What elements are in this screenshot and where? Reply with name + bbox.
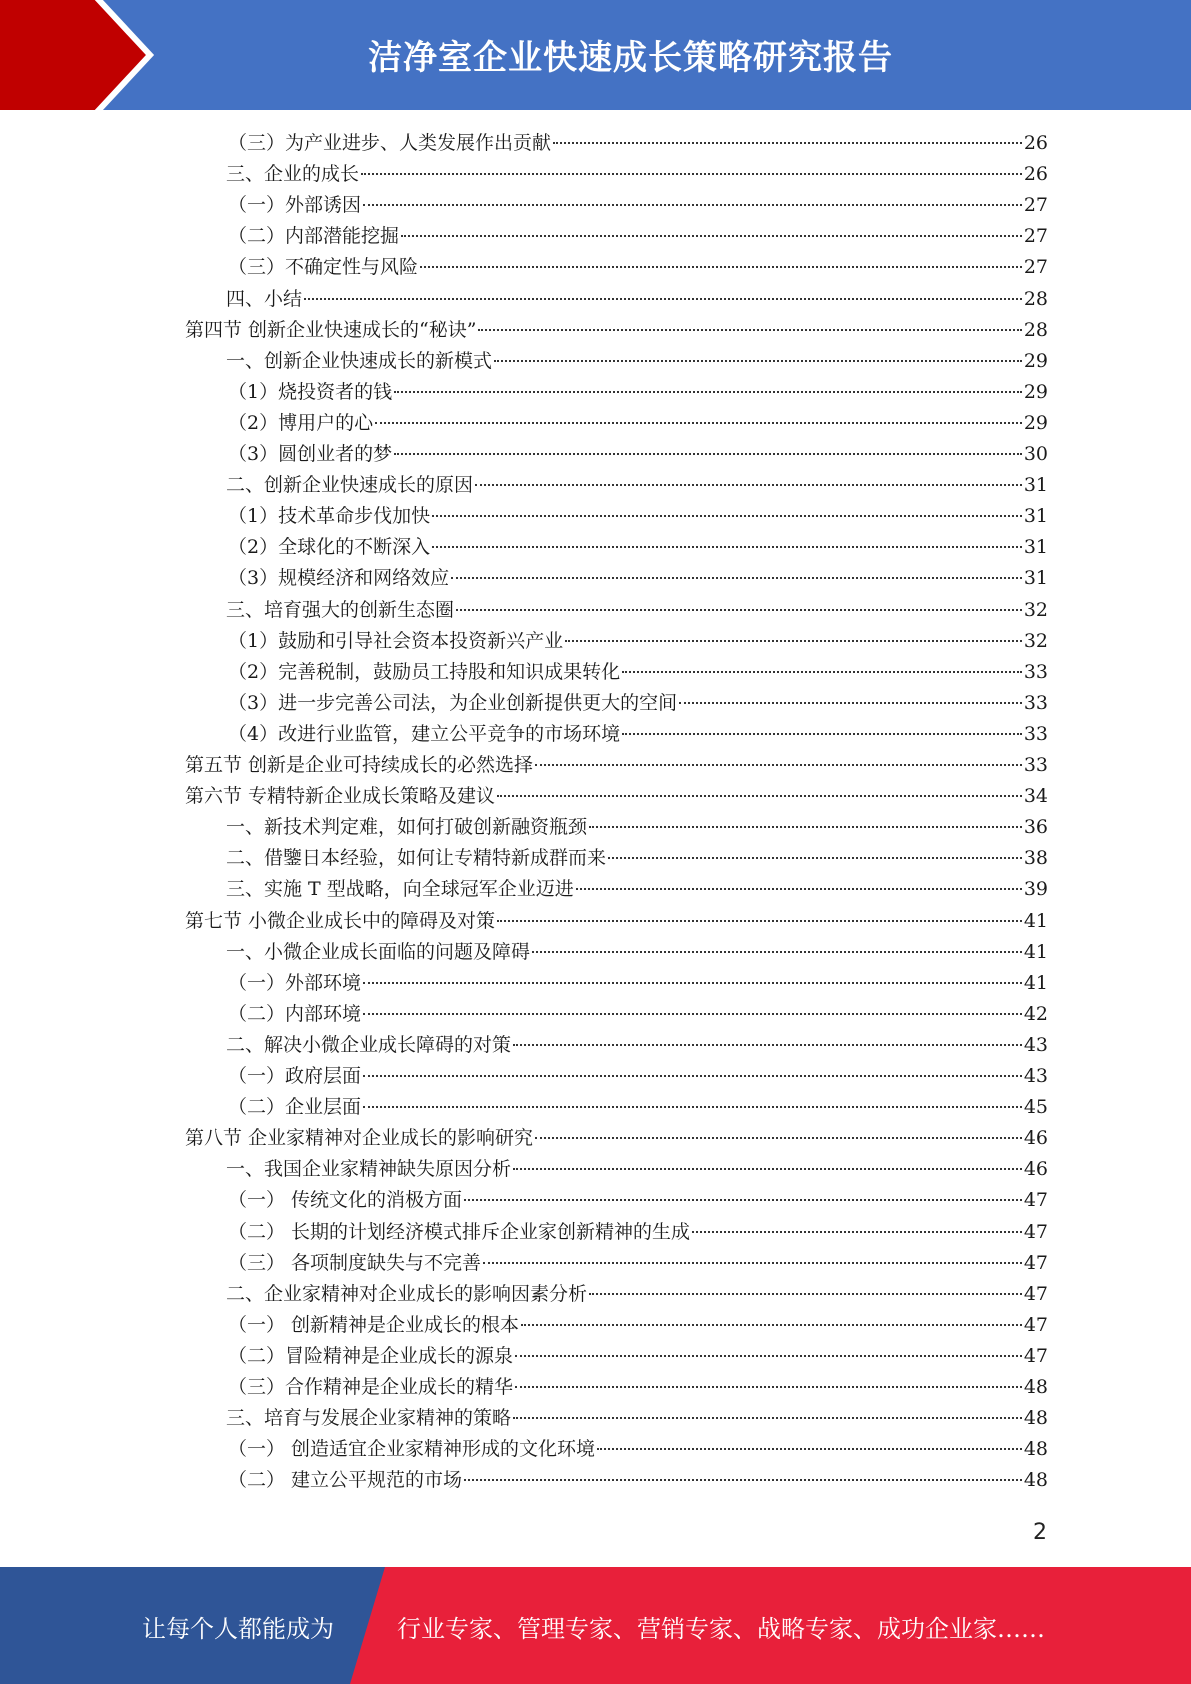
toc-entry-label: （三）合作精神是企业成长的精华 [228,1376,514,1398]
toc-dot-leader [401,235,1022,237]
toc-entry[interactable] [226,595,1048,626]
toc-entry[interactable] [226,937,1048,968]
toc-dot-leader [589,826,1022,828]
toc-entry[interactable] [185,906,1048,937]
toc-entry-label: （一）外部诱因 [228,194,362,217]
toc-entry[interactable] [228,1061,1048,1092]
toc-entry-page: 48 [1023,1438,1048,1461]
toc-entry-page: 46 [1023,1158,1048,1181]
toc-entry-page: 29 [1023,380,1048,403]
toc-entry-page: 31 [1023,505,1048,528]
toc-dot-leader [451,577,1022,579]
toc-entry[interactable] [228,1185,1048,1216]
toc-dot-leader [304,298,1022,300]
toc-entry-page: 33 [1023,754,1048,776]
toc-entry-page: 47 [1023,1313,1048,1336]
toc-entry-page: 48 [1023,1407,1048,1430]
toc-entry[interactable] [228,1310,1048,1341]
toc-entry-label: （3）规模经济和网络效应 [228,567,450,590]
toc-entry-label: （3）进一步完善公司法，为企业创新提供更大的空间 [228,691,678,714]
toc-entry[interactable] [228,1217,1048,1248]
toc-dot-leader [361,173,1022,175]
toc-dot-leader [432,515,1022,517]
toc-entry-page: 45 [1023,1096,1048,1119]
toc-entry-page: 46 [1023,1127,1048,1150]
toc-entry-label: 四、小结 [226,287,303,310]
toc-entry[interactable] [185,315,1048,346]
footer-slogan-right: 行业专家、管理专家、营销专家、战略专家、成功企业家…… [397,1615,1045,1643]
toc-entry-page: 31 [1023,567,1048,590]
toc-entry-page: 36 [1023,816,1048,839]
toc-entry[interactable] [228,532,1048,563]
toc-entry-page: 33 [1023,660,1048,683]
toc-entry[interactable] [228,626,1048,657]
toc-entry-page: 41 [1023,940,1048,963]
toc-entry-label: （1）烧投资者的钱 [228,380,393,403]
toc-dot-leader [375,422,1022,424]
toc-entry[interactable] [228,1341,1048,1372]
toc-dot-leader [432,546,1022,548]
page-footer [0,1567,1191,1684]
toc-dot-leader [494,360,1022,362]
toc-entry-page: 27 [1023,225,1048,248]
toc-entry-label: 二、企业家精神对企业成长的影响因素分析 [226,1282,588,1305]
toc-entry-page: 32 [1023,629,1048,652]
toc-entry-page: 31 [1023,536,1048,559]
toc-entry[interactable] [228,190,1048,221]
footer-slogan-left: 让每个人都能成为 [142,1615,334,1643]
toc-dot-leader [363,982,1022,984]
toc-entry-page: 26 [1023,132,1048,154]
toc-entry-label: （1）技术革命步伐加快 [228,505,431,528]
toc-dot-leader [394,453,1022,455]
toc-entry[interactable] [228,999,1048,1030]
toc-entry[interactable] [226,874,1048,905]
toc-entry[interactable] [226,812,1048,843]
toc-entry[interactable] [228,377,1048,408]
toc-dot-leader [515,1355,1022,1357]
toc-entry-label: 一、新技术判定难，如何打破创新融资瓶颈 [226,816,588,839]
toc-entry-label: 第六节 专精特新企业成长策略及建议 [185,785,496,808]
toc-dot-leader [535,1137,1022,1139]
toc-entry-page: 47 [1023,1220,1048,1243]
toc-entry-label: （一）政府层面 [228,1065,362,1087]
toc-dot-leader [475,484,1022,486]
toc-entry[interactable] [228,128,1048,159]
toc-dot-leader [535,764,1022,766]
toc-dot-leader [497,795,1022,797]
toc-entry[interactable] [226,1154,1048,1185]
toc-entry-label: （一） 创新精神是企业成长的根本 [228,1313,520,1336]
toc-entry-label: 第五节 创新是企业可持续成长的必然选择 [185,754,534,776]
toc-entry[interactable] [228,657,1048,688]
toc-entry[interactable] [185,1123,1048,1154]
toc-entry-page: 47 [1023,1282,1048,1305]
toc-entry-label: 三、企业的成长 [226,163,360,186]
toc-entry[interactable] [228,719,1048,750]
toc-dot-leader [553,142,1022,144]
toc-entry[interactable] [226,1030,1048,1061]
toc-entry-label: 第八节 企业家精神对企业成长的影响研究 [185,1127,534,1150]
toc-entry-page: 33 [1023,691,1048,714]
toc-dot-leader [679,702,1022,704]
toc-entry-page: 29 [1023,411,1048,434]
toc-entry[interactable] [228,1092,1048,1123]
toc-entry-label: （二）内部环境 [228,1002,362,1025]
toc-entry[interactable] [226,346,1048,377]
toc-entry-page: 42 [1023,1002,1048,1025]
toc-dot-leader [464,1479,1022,1481]
toc-entry[interactable] [228,563,1048,594]
toc-entry-page: 41 [1023,971,1048,994]
toc-entry-page: 30 [1023,443,1048,465]
toc-dot-leader [420,266,1022,268]
page-number: 2 [1033,1520,1047,1545]
toc-entry-page: 26 [1023,163,1048,186]
page-header [0,0,1191,110]
toc-entry-label: （二）企业层面 [228,1096,362,1119]
toc-entry-label: 第四节 创新企业快速成长的“秘诀” [185,318,477,341]
toc-entry-label: 一、创新企业快速成长的新模式 [226,349,493,372]
toc-entry[interactable] [228,408,1048,439]
toc-entry-page: 41 [1023,909,1048,932]
toc-entry-label: （一） 创造适宜企业家精神形成的文化环境 [228,1438,596,1461]
toc-entry-page: 47 [1023,1344,1048,1367]
toc-dot-leader [576,888,1022,890]
toc-entry-page: 29 [1023,349,1048,372]
toc-entry[interactable] [228,968,1048,999]
toc-entry-label: （1）鼓励和引导社会资本投资新兴产业 [228,629,564,652]
toc-entry-page: 43 [1023,1065,1048,1087]
toc-dot-leader [478,329,1021,331]
toc-entry-label: 三、实施 T 型战略，向全球冠军企业迈进 [226,878,574,901]
toc-dot-leader [622,671,1022,673]
toc-entry[interactable] [228,221,1048,252]
toc-dot-leader [363,204,1022,206]
toc-entry[interactable] [228,1248,1048,1279]
toc-dot-leader [513,1044,1022,1046]
toc-dot-leader [464,1199,1022,1201]
toc-dot-leader [513,1168,1022,1170]
toc-entry-page: 32 [1023,598,1048,621]
toc-entry-page: 47 [1023,1189,1048,1212]
toc-dot-leader [597,1448,1022,1450]
report-title: 洁净室企业快速成长策略研究报告 [368,38,893,78]
toc-entry-page: 43 [1023,1033,1048,1056]
toc-dot-leader [363,1013,1022,1015]
toc-dot-leader [589,1293,1022,1295]
toc-entry-page: 47 [1023,1251,1048,1274]
toc-entry-label: 第七节 小微企业成长中的障碍及对策 [185,909,496,932]
toc-entry-page: 39 [1023,878,1048,901]
toc-entry-page: 31 [1023,474,1048,497]
toc-entry-label: 三、培育强大的创新生态圈 [226,598,455,621]
toc-dot-leader [692,1231,1022,1233]
toc-entry-page: 27 [1023,194,1048,217]
toc-entry-label: （2）完善税制，鼓励员工持股和知识成果转化 [228,660,621,683]
toc-entry-label: （三） 各项制度缺失与不完善 [228,1251,482,1274]
toc-entry-page: 28 [1023,318,1048,341]
toc-dot-leader [513,1417,1022,1419]
toc-entry-label: 二、创新企业快速成长的原因 [226,474,474,497]
toc-dot-leader [483,1262,1022,1264]
toc-entry[interactable] [228,439,1048,470]
toc-entry[interactable] [185,781,1048,812]
toc-dot-leader [608,857,1022,859]
toc-entry-label: （三）不确定性与风险 [228,256,419,279]
toc-dot-leader [532,951,1022,953]
toc-entry-page: 28 [1023,287,1048,310]
toc-entry-label: 三、培育与发展企业家精神的策略 [226,1407,512,1430]
toc-entry[interactable] [226,1403,1048,1434]
toc-entry-page: 48 [1023,1376,1048,1398]
toc-entry-page: 38 [1023,847,1048,870]
toc-entry-label: （二）内部潜能挖掘 [228,225,400,248]
toc-entry[interactable] [228,1434,1048,1465]
toc-entry[interactable] [185,750,1048,781]
toc-entry-label: （4）改进行业监管，建立公平竞争的市场环境 [228,722,621,745]
toc-entry-label: （3）圆创业者的梦 [228,443,393,465]
toc-dot-leader [515,1386,1022,1388]
toc-dot-leader [521,1324,1022,1326]
toc-entry-page: 27 [1023,256,1048,279]
toc-dot-leader [363,1075,1022,1077]
toc-entry[interactable] [226,284,1048,315]
toc-dot-leader [363,1106,1022,1108]
toc-entry-label: （三）为产业进步、人类发展作出贡献 [228,132,552,154]
toc-entry[interactable] [228,1372,1048,1403]
toc-entry-label: （一）外部环境 [228,971,362,994]
toc-entry[interactable] [226,159,1048,190]
toc-entry-page: 34 [1023,785,1048,808]
toc-entry-label: （二）冒险精神是企业成长的源泉 [228,1344,514,1367]
toc-entry[interactable] [226,470,1048,501]
toc-entry[interactable] [228,501,1048,532]
toc-entry-label: 二、借鑒日本经验，如何让专精特新成群而来 [226,847,607,870]
toc-entry[interactable] [226,1279,1048,1310]
toc-entry[interactable] [228,688,1048,719]
toc-entry-page: 48 [1023,1469,1048,1492]
toc-entry[interactable] [228,1465,1048,1496]
toc-entry-label: 二、解决小微企业成长障碍的对策 [226,1033,512,1056]
toc-entry-page: 33 [1023,722,1048,745]
toc-entry[interactable] [228,252,1048,283]
toc-entry-label: （二） 长期的计划经济模式排斥企业家创新精神的生成 [228,1220,691,1243]
toc-entry-label: （2）全球化的不断深入 [228,536,431,559]
toc-entry-label: （二） 建立公平规范的市场 [228,1469,463,1492]
toc-entry-label: （一） 传统文化的消极方面 [228,1189,463,1212]
toc-dot-leader [622,733,1022,735]
toc-dot-leader [456,609,1022,611]
toc-dot-leader [565,640,1022,642]
toc-entry-label: 一、我国企业家精神缺失原因分析 [226,1158,512,1181]
toc-entry-label: 一、小微企业成长面临的问题及障碍 [226,940,531,963]
toc-dot-leader [394,391,1022,393]
toc-entry[interactable] [226,843,1048,874]
toc-dot-leader [497,920,1022,922]
toc-entry-label: （2）博用户的心 [228,411,374,434]
